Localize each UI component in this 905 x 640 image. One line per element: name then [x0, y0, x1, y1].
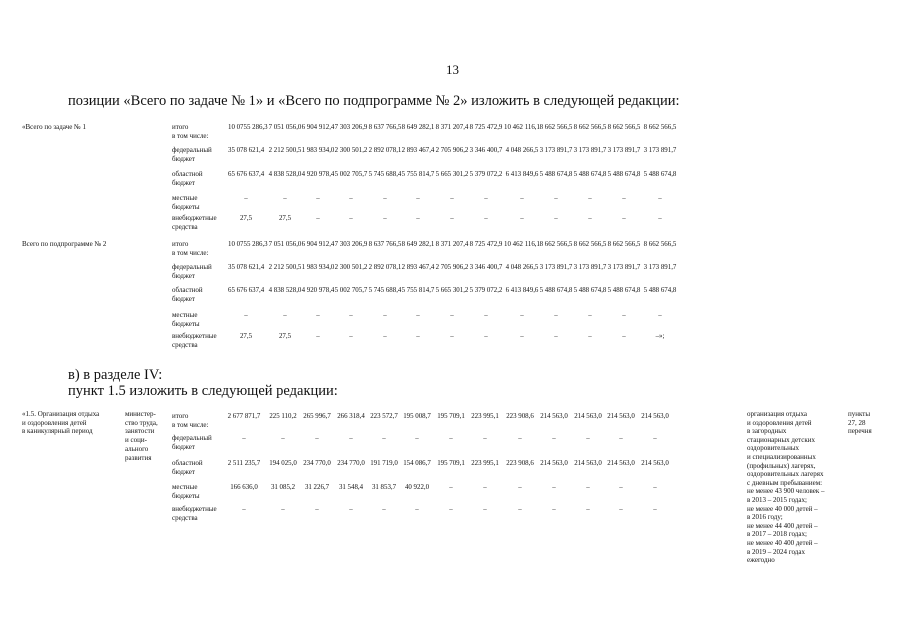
cell-value: – [520, 333, 524, 340]
cell-value: – [449, 506, 453, 513]
cell-value: 2 300 501,2 [334, 147, 368, 154]
cell-value: – [484, 312, 488, 319]
cell-value: – [586, 484, 590, 491]
row-label: местные бюджеты [172, 483, 200, 500]
cell-value: – [316, 215, 320, 222]
cell-value: 3 346 400,7 [469, 264, 503, 271]
cell-value: 3 173 891,7 [607, 264, 641, 271]
cell-value: – [622, 333, 626, 340]
cell-value: – [653, 506, 657, 513]
cell-value: – [586, 435, 590, 442]
cell-value: 3 173 891,7 [539, 264, 573, 271]
cell-value: – [315, 506, 319, 513]
cell-value: 5 488 674,8 [573, 171, 607, 178]
cell-value: 27,5 [278, 333, 292, 340]
cell-value: – [316, 333, 320, 340]
cell-value: – [383, 215, 387, 222]
cell-value: 27,5 [239, 333, 253, 340]
cell-value: 31 226,7 [304, 484, 330, 491]
cell-value: 35 078 621,4 [228, 264, 265, 271]
cell-value: 4 838 528,0 [268, 287, 302, 294]
cell-value: 214 563,0 [574, 460, 602, 467]
perechen-points: пункты 27, 28 перечня [848, 410, 872, 436]
cell-value: 2 892 078,1 [368, 147, 402, 154]
cell-value: 65 676 637,4 [228, 171, 265, 178]
cell-value: 8 649 282,1 [401, 124, 435, 131]
cell-value: 8 371 207,4 [435, 124, 469, 131]
cell-value: 7 051 056,0 [268, 124, 302, 131]
cell-value: 5 745 688,4 [368, 287, 402, 294]
cell-value: 223 908,6 [506, 460, 534, 467]
cell-value: – [349, 435, 353, 442]
cell-value: 5 488 674,8 [643, 287, 677, 294]
row-label: итого в том числе: [172, 412, 209, 429]
cell-value: 4 048 266,5 [505, 264, 539, 271]
cell-value: 223 572,7 [370, 413, 398, 420]
cell-value: 8 637 766,5 [368, 241, 402, 248]
cell-value: 31 853,7 [371, 484, 397, 491]
cell-value: – [383, 312, 387, 319]
cell-value: 214 563,0 [540, 460, 568, 467]
cell-value: – [622, 215, 626, 222]
cell-value: 5 665 301,2 [435, 171, 469, 178]
cell-value: – [244, 312, 248, 319]
cell-value: 8 662 566,5 [573, 241, 607, 248]
cell-value: 194 025,0 [269, 460, 297, 467]
cell-value: 6 904 912,4 [301, 241, 335, 248]
cell-value: 27,5 [278, 215, 292, 222]
cell-value: 5 488 674,8 [539, 171, 573, 178]
indicator-text: организация отдыха и оздоровления детей в загородных стационарных детских оздоровительных и специализированных (профильных) лагерях, оздоровительных лагерях с дневным пребыванием: не менее 43 900 человек – в 2013 – 2015 годах; не менее 40 000 детей – в 2016 году; не менее 44 400 детей – в 2017 – 2018 годах; не менее 40 400 детей – в 2019 – 2024 годах ежегодно [747, 410, 825, 565]
cell-value: – [281, 506, 285, 513]
cell-value: 166 636,0 [230, 484, 258, 491]
cell-value: 4 920 978,4 [301, 171, 335, 178]
instruction-heading-2b: пункт 1.5 изложить в следующей редакции: [68, 383, 338, 399]
cell-value: – [552, 484, 556, 491]
cell-value: 4 048 266,5 [505, 147, 539, 154]
cell-value: 8 649 282,1 [401, 241, 435, 248]
cell-value: – [658, 215, 662, 222]
cell-value: 7 051 056,0 [268, 241, 302, 248]
cell-value: 3 173 891,7 [643, 147, 677, 154]
cell-value: 214 563,0 [607, 413, 635, 420]
cell-value: 5 755 814,7 [401, 171, 435, 178]
cell-value: – [622, 312, 626, 319]
cell-value: – [449, 484, 453, 491]
cell-value: 8 371 207,4 [435, 241, 469, 248]
cell-value: – [622, 195, 626, 202]
cell-value: 265 996,7 [303, 413, 331, 420]
cell-value: 223 995,1 [471, 413, 499, 420]
cell-value: 6 413 849,6 [505, 287, 539, 294]
cell-value: 8 725 472,9 [469, 241, 503, 248]
cell-value: 2 893 467,4 [401, 147, 435, 154]
cell-value: – [588, 195, 592, 202]
cell-value: – [552, 506, 556, 513]
cell-value: – [588, 333, 592, 340]
cell-value: – [554, 333, 558, 340]
cell-value: – [619, 506, 623, 513]
cell-value: 40 922,0 [404, 484, 430, 491]
cell-value: – [520, 195, 524, 202]
cell-value: 10 0755 286,3 [228, 124, 268, 131]
cell-value: 5 665 301,2 [435, 287, 469, 294]
cell-value: 3 173 891,7 [539, 147, 573, 154]
cell-value: – [283, 195, 287, 202]
cell-value: – [586, 506, 590, 513]
cell-value: – [450, 215, 454, 222]
cell-value: 5 755 814,7 [401, 287, 435, 294]
cell-value: 5 002 705,7 [334, 287, 368, 294]
cell-value: – [653, 484, 657, 491]
cell-value: 2 705 906,2 [435, 147, 469, 154]
cell-value: 8 662 566,5 [607, 241, 641, 248]
cell-value: – [619, 435, 623, 442]
cell-value: 5 488 674,8 [573, 287, 607, 294]
cell-value: 154 086,7 [403, 460, 431, 467]
cell-value: – [588, 215, 592, 222]
cell-value: – [658, 312, 662, 319]
cell-value: 8 662 566,5 [643, 241, 677, 248]
cell-value: 7 303 206,9 [334, 124, 368, 131]
cell-value: – [450, 333, 454, 340]
cell-value: 5 488 674,8 [539, 287, 573, 294]
cell-value: 6 413 849,6 [505, 171, 539, 178]
row-label: местные бюджеты [172, 311, 200, 328]
cell-value: – [415, 506, 419, 513]
cell-value: 3 173 891,7 [573, 264, 607, 271]
row-label: федеральный бюджет [172, 263, 212, 280]
cell-value: 214 563,0 [574, 413, 602, 420]
cell-value: 8 637 766,5 [368, 124, 402, 131]
cell-value: 10 462 116,1 [504, 241, 540, 248]
cell-value: 5 745 688,4 [368, 171, 402, 178]
row-label: областной бюджет [172, 286, 203, 303]
row-label: федеральный бюджет [172, 434, 212, 451]
executor: министер- ство труда, занятости и соци- ального развития [125, 410, 158, 462]
cell-value: – [316, 195, 320, 202]
row-label: итого в том числе: [172, 240, 209, 257]
cell-value: – [588, 312, 592, 319]
cell-value: 2 511 235,7 [227, 460, 261, 467]
cell-value: 2 212 500,5 [268, 264, 302, 271]
cell-value: 3 173 891,7 [573, 147, 607, 154]
cell-value: 223 908,6 [506, 413, 534, 420]
cell-value: – [484, 215, 488, 222]
cell-value: 31 548,4 [338, 484, 364, 491]
cell-value: 2 212 500,5 [268, 147, 302, 154]
page-number: 13 [446, 62, 459, 77]
cell-value: 4 838 528,0 [268, 171, 302, 178]
cell-value: – [484, 195, 488, 202]
cell-value: 10 0755 286,3 [228, 241, 268, 248]
row-label: федеральный бюджет [172, 146, 212, 163]
cell-value: 1 983 934,0 [301, 264, 335, 271]
row-label: местные бюджеты [172, 194, 200, 211]
cell-value: – [518, 435, 522, 442]
cell-value: – [483, 435, 487, 442]
cell-value: – [483, 506, 487, 513]
cell-value: 214 563,0 [641, 413, 669, 420]
cell-value: 195 709,1 [437, 413, 465, 420]
cell-value: 223 995,1 [471, 460, 499, 467]
cell-value: 8 662 566,5 [643, 124, 677, 131]
block-title: Всего по подпрограмме № 2 [22, 240, 107, 248]
cell-value: 5 488 674,8 [607, 287, 641, 294]
cell-value: 5 488 674,8 [643, 171, 677, 178]
cell-value: – [349, 195, 353, 202]
cell-value: – [244, 195, 248, 202]
cell-value: – [316, 312, 320, 319]
cell-value: 2 892 078,1 [368, 264, 402, 271]
cell-value: – [554, 215, 558, 222]
cell-value: 31 085,2 [270, 484, 296, 491]
cell-value: 5 002 705,7 [334, 171, 368, 178]
cell-value: – [349, 333, 353, 340]
cell-value: 214 563,0 [641, 460, 669, 467]
cell-value: – [520, 312, 524, 319]
cell-value: – [552, 435, 556, 442]
cell-value: – [518, 506, 522, 513]
cell-value: – [619, 484, 623, 491]
cell-value: 2 893 467,4 [401, 264, 435, 271]
cell-value: 8 662 566,5 [573, 124, 607, 131]
item-title: «1.5. Организация отдыха и оздоровления детей в каникулярный период [22, 410, 100, 436]
cell-value: – [449, 435, 453, 442]
row-label: областной бюджет [172, 459, 203, 476]
cell-value: 1 983 934,0 [301, 147, 335, 154]
cell-value: 10 462 116,1 [504, 124, 540, 131]
cell-value: – [383, 195, 387, 202]
cell-value: 234 770,0 [337, 460, 365, 467]
instruction-heading-1: позиции «Всего по задаче № 1» и «Всего по подпрограмме № 2» изложить в следующей редакции: [68, 93, 680, 109]
cell-value: – [416, 195, 420, 202]
instruction-heading-2a: в) в разделе IV: [68, 367, 163, 383]
cell-value: – [315, 435, 319, 442]
cell-value: – [653, 435, 657, 442]
cell-value: 6 904 912,4 [301, 124, 335, 131]
cell-value: 3 173 891,7 [607, 147, 641, 154]
cell-value: 225 110,2 [269, 413, 297, 420]
cell-value: – [484, 333, 488, 340]
row-label: внебюджетные средства [172, 214, 217, 231]
cell-value: – [416, 215, 420, 222]
cell-value: 195 709,1 [437, 460, 465, 467]
cell-value: – [242, 506, 246, 513]
cell-value: 191 719,0 [370, 460, 398, 467]
cell-value: 7 303 206,9 [334, 241, 368, 248]
cell-value: – [383, 333, 387, 340]
cell-value: 3 346 400,7 [469, 147, 503, 154]
row-label: внебюджетные средства [172, 505, 217, 522]
cell-value: 214 563,0 [607, 460, 635, 467]
row-label: внебюджетные средства [172, 332, 217, 349]
cell-value: 5 488 674,8 [607, 171, 641, 178]
cell-value: – [281, 435, 285, 442]
cell-value: – [242, 435, 246, 442]
cell-value: – [520, 215, 524, 222]
cell-value: 214 563,0 [540, 413, 568, 420]
cell-value: – [518, 484, 522, 491]
cell-value: 4 920 978,4 [301, 287, 335, 294]
cell-value: 8 662 566,5 [607, 124, 641, 131]
cell-value: 5 379 072,2 [469, 171, 503, 178]
cell-value: – [349, 215, 353, 222]
cell-value: 5 379 072,2 [469, 287, 503, 294]
cell-value: – [416, 333, 420, 340]
cell-value: – [658, 195, 662, 202]
cell-value: – [554, 195, 558, 202]
row-label: итого в том числе: [172, 123, 209, 140]
cell-value: 8 725 472,9 [469, 124, 503, 131]
cell-value: 3 173 891,7 [643, 264, 677, 271]
cell-value: – [382, 506, 386, 513]
cell-value: – [415, 435, 419, 442]
cell-value: 234 770,0 [303, 460, 331, 467]
cell-value: – [554, 312, 558, 319]
cell-value: – [283, 312, 287, 319]
cell-value: – [349, 312, 353, 319]
cell-value: 35 078 621,4 [228, 147, 265, 154]
cell-value: – [450, 195, 454, 202]
cell-value: – [382, 435, 386, 442]
cell-value: – [450, 312, 454, 319]
block-title: «Всего по задаче № 1 [22, 123, 86, 131]
cell-value: 266 318,4 [337, 413, 365, 420]
cell-value: 2 677 871,7 [227, 413, 261, 420]
cell-value: 2 300 501,2 [334, 264, 368, 271]
cell-value: –»; [655, 333, 665, 340]
cell-value: 27,5 [239, 215, 253, 222]
cell-value: – [416, 312, 420, 319]
cell-value: 2 705 906,2 [435, 264, 469, 271]
cell-value: 8 662 566,5 [539, 241, 573, 248]
cell-value: 195 008,7 [403, 413, 431, 420]
cell-value: – [349, 506, 353, 513]
cell-value: – [483, 484, 487, 491]
cell-value: 8 662 566,5 [539, 124, 573, 131]
row-label: областной бюджет [172, 170, 203, 187]
cell-value: 65 676 637,4 [228, 287, 265, 294]
